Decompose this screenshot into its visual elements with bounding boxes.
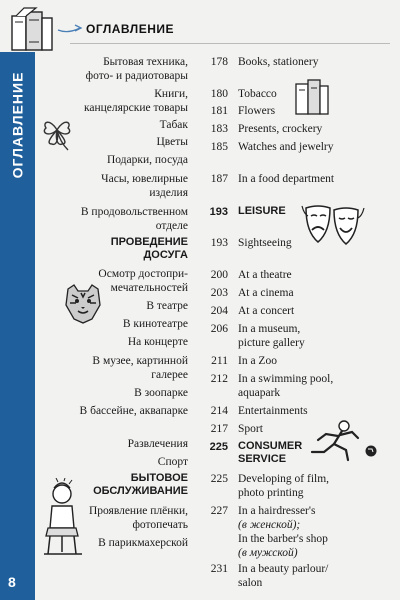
en-item: In a beauty parlour/ xyxy=(238,563,329,575)
runner-icon xyxy=(304,418,364,464)
ru-item: отделе xyxy=(155,220,188,232)
en-item: In a Zoo xyxy=(238,355,277,367)
en-item: Watches and jewelry xyxy=(238,141,334,153)
en-item: aquapark xyxy=(238,387,281,399)
en-section-heading: CONSUMER xyxy=(238,440,303,452)
ball-icon xyxy=(364,444,378,458)
sidebar-title: ОГЛАВЛЕНИЕ xyxy=(9,71,26,179)
page-ref: 181 xyxy=(210,105,228,117)
page-title: ОГЛАВЛЕНИЕ xyxy=(86,22,175,36)
header-divider xyxy=(70,43,390,44)
page-ref: 225 xyxy=(209,441,228,453)
page-ref: 183 xyxy=(210,123,228,135)
en-section-heading: SERVICE xyxy=(238,453,287,465)
ru-section-heading: ОБСЛУЖИВАНИЕ xyxy=(93,485,188,497)
page-ref: 203 xyxy=(210,287,228,299)
en-item: Flowers xyxy=(238,105,276,117)
sidebar-title-wrap xyxy=(0,70,35,180)
en-item-note: (в мужской) xyxy=(238,547,298,559)
ru-item: В парикмахерской xyxy=(98,537,188,549)
ru-section-heading: ДОСУГА xyxy=(143,249,188,261)
ru-item: Табак xyxy=(159,119,188,131)
books-small-icon xyxy=(292,74,332,118)
page-ref: 217 xyxy=(210,423,228,435)
en-item: Sport xyxy=(238,423,263,435)
ru-item: фото- и радиотовары xyxy=(85,70,188,82)
en-item: At a theatre xyxy=(238,269,292,281)
ru-item: Осмотр достопри- xyxy=(98,268,188,280)
page-ref: 200 xyxy=(210,269,228,281)
page-ref: 193 xyxy=(209,206,228,218)
page-ref: 193 xyxy=(210,237,228,249)
ru-item: В музее, картинной xyxy=(92,355,188,367)
en-item: Sightseeing xyxy=(238,237,292,249)
en-section-heading: LEISURE xyxy=(238,205,286,217)
en-item: In a swimming pool, xyxy=(238,373,334,385)
ru-item: В кинотеатре xyxy=(122,318,188,330)
ru-item: канцелярские товары xyxy=(83,102,188,114)
page-ref: 185 xyxy=(210,141,228,153)
en-item: At a cinema xyxy=(238,287,294,299)
page-ref: 187 xyxy=(210,173,228,185)
ru-item: Подарки, посуда xyxy=(106,154,188,166)
ru-item: Спорт xyxy=(157,456,188,468)
en-item: In a museum, xyxy=(238,323,301,335)
ru-item: Проявление плёнки, xyxy=(88,505,188,517)
en-item-note: (в женской); xyxy=(238,519,301,531)
hairdresser-icon xyxy=(38,478,88,558)
page-number: 8 xyxy=(8,574,16,590)
page-ref: 204 xyxy=(210,305,228,317)
theatre-masks-icon xyxy=(300,202,368,248)
en-item: picture gallery xyxy=(238,337,305,349)
en-item: Books, stationery xyxy=(238,56,319,68)
tiger-icon xyxy=(62,281,104,325)
ru-item: фотопечать xyxy=(132,519,188,531)
ru-item: В театре xyxy=(146,300,188,312)
ru-item: Часы, ювелирные xyxy=(101,173,188,185)
en-item: photo printing xyxy=(238,487,304,499)
en-item: In the barber's shop xyxy=(238,533,328,545)
page-ref: 212 xyxy=(210,373,228,385)
ru-section-heading: ПРОВЕДЕНИЕ xyxy=(110,236,188,248)
ru-item: галерее xyxy=(151,369,188,381)
ru-item: Развлечения xyxy=(127,438,188,450)
page-ref: 180 xyxy=(210,88,228,100)
en-item: Presents, crockery xyxy=(238,123,323,135)
en-item: Entertainments xyxy=(238,405,308,417)
ru-item: Цветы xyxy=(156,136,188,148)
ru-item: В бассейне, аквапарке xyxy=(79,405,188,417)
ru-item: На концерте xyxy=(127,336,188,348)
ru-item: В продовольственном xyxy=(80,206,188,218)
arrow-icon xyxy=(56,22,84,36)
page-ref: 214 xyxy=(210,405,228,417)
en-item: At a concert xyxy=(238,305,295,317)
ru-item: Книги, xyxy=(154,88,188,100)
en-item: Developing of film, xyxy=(238,473,330,485)
page-ref: 227 xyxy=(210,505,228,517)
en-item: In a hairdresser's xyxy=(238,505,316,517)
ru-section-heading: БЫТОВОЕ xyxy=(130,472,188,484)
clover-icon xyxy=(38,112,76,152)
page-ref: 178 xyxy=(210,56,228,68)
ru-item: изделия xyxy=(149,187,188,199)
ru-item: В зоопарке xyxy=(134,387,188,399)
page-ref: 211 xyxy=(211,355,228,367)
page-ref: 206 xyxy=(210,323,228,335)
books-icon xyxy=(6,2,58,56)
ru-item: мечательностей xyxy=(110,282,188,294)
ru-item: Бытовая техника, xyxy=(103,56,188,68)
en-item: Tobacco xyxy=(238,88,277,100)
en-item: salon xyxy=(238,577,263,589)
page-ref: 231 xyxy=(210,563,228,575)
page-ref: 225 xyxy=(210,473,228,485)
en-item: In a food department xyxy=(238,173,335,185)
